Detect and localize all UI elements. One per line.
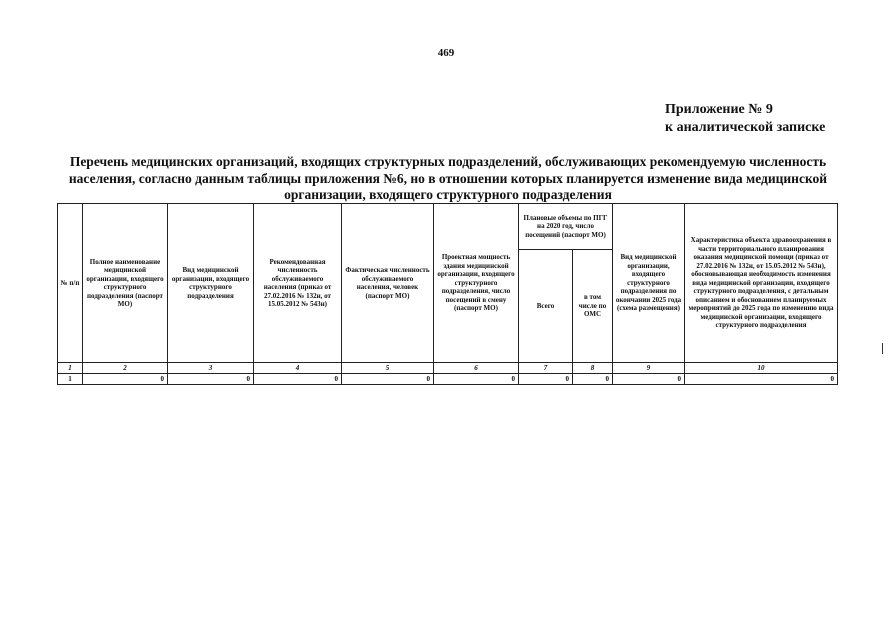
column-number: 6 xyxy=(434,363,519,374)
margin-mark xyxy=(882,343,883,354)
organizations-table xyxy=(57,203,838,385)
table-cell: 0 xyxy=(83,374,168,385)
column-number: 2 xyxy=(83,363,168,374)
appendix-line-2: к аналитической записке xyxy=(665,120,826,135)
column-numbers-row xyxy=(58,363,838,374)
header-cell-recommended-population: Рекомендованная численность обслуживаемого населения (приказ от 27.02.2016 № 132н, от 15.05.2012 № 543н) xyxy=(254,204,342,363)
table-cell: 0 xyxy=(613,374,685,385)
header-cell-number: № п/п xyxy=(58,204,83,363)
page-number: 469 xyxy=(437,47,455,59)
header-cell-total: Всего xyxy=(519,250,573,363)
header-cell-design-capacity: Проектная мощность здания медицинской организации, входящего структурного подразделения, число посещений в смену (паспорт МО) xyxy=(434,204,519,363)
column-number: 8 xyxy=(573,363,613,374)
column-number: 7 xyxy=(519,363,573,374)
header-cell-org-name: Полное наименование медицинской организации, входящего структурного подразделения (паспорт МО) xyxy=(83,204,168,363)
table-cell: 0 xyxy=(519,374,573,385)
table-cell: 0 xyxy=(254,374,342,385)
appendix-caption xyxy=(665,101,825,137)
table-cell: 0 xyxy=(685,374,838,385)
table-cell: 0 xyxy=(573,374,613,385)
column-number: 5 xyxy=(342,363,434,374)
table-row xyxy=(58,374,838,385)
column-number: 4 xyxy=(254,363,342,374)
header-cell-oms: в том числе по ОМС xyxy=(573,250,613,363)
header-cell-type-2025: Вид медицинской организации, входящего структурного подразделения по окончании 2025 года (схема размещения) xyxy=(613,204,685,363)
header-cell-actual-population: Фактическая численность обслуживаемого населения, человек (паспорт МО) xyxy=(342,204,434,363)
header-cell-planned-volumes: Плановые объемы по ПГГ на 2020 год, число посещений (паспорт МО) xyxy=(519,204,613,250)
header-cell-characteristics: Характеристика объекта здравоохранения в части территориального планирования оказания медицинской помощи (приказ от 27.02.2016 № 132н, от 15.05.2012 № 543н), обосновывающая необходимость изменения вида медицинской организации, входящего структурного подразделения, с детальным описанием и обоснованием планируемых мероприятий до 2025 года по изменению вида медицинской организации, входящего структурного подразделения xyxy=(685,204,838,363)
document-title: Перечень медицинских организаций, входящих структурных подразделений, обслуживающих рекомендуемую численность населения, согласно данным таблицы приложения №6, но в отношении которых планируется изменение вида медицинской организации, входящего структурного подразделения xyxy=(68,154,828,202)
header-row-1 xyxy=(58,204,838,250)
column-number: 9 xyxy=(613,363,685,374)
table-cell: 0 xyxy=(434,374,519,385)
column-number: 3 xyxy=(168,363,254,374)
table-cell: 0 xyxy=(168,374,254,385)
column-number: 1 xyxy=(58,363,83,374)
column-number: 10 xyxy=(685,363,838,374)
appendix-line-1: Приложение № 9 xyxy=(665,102,773,117)
table-cell: 0 xyxy=(342,374,434,385)
table-cell: 1 xyxy=(58,374,83,385)
header-cell-org-type: Вид медицинской организации, входящего структурного подразделения xyxy=(168,204,254,363)
